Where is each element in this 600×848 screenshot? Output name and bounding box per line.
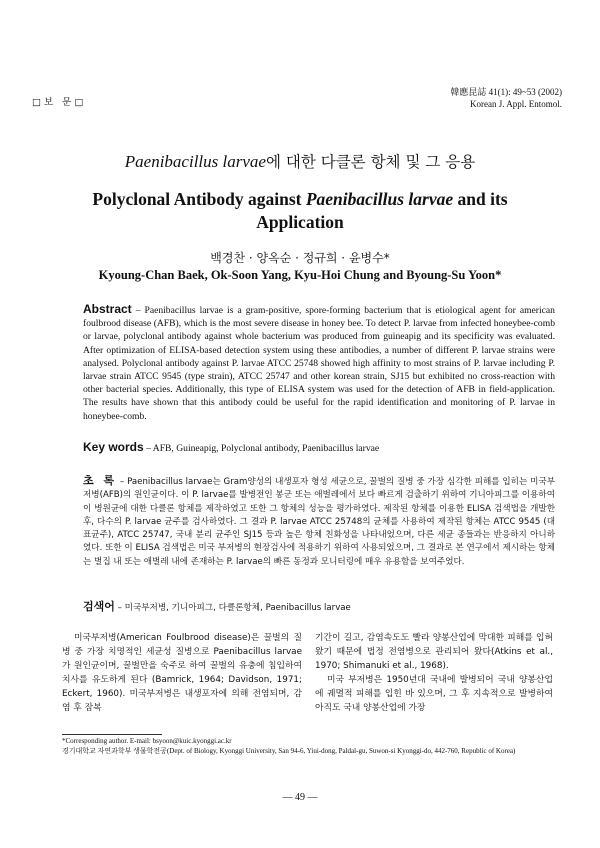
body-column-left [62,631,302,716]
ko-abstract-text: – Paenibacillus larvae는 Gram양성의 내생포자 형성 세균으로, 꿀벌의 질병 중 가장 심각한 피해를 입히는 미국부저병(AFB)의 원인균이다. 이 P. larvae를 발병전인 봉군 또는 애벌레에서 보다 빠르게 검출하기 위하여 기니아피그를 이용하여 이 병원균에 대한 다클론 항체를 제작하였고 또한 그 항체의 성능을 평가하였다. 제작된 항체를 이용한 ELISA 검색법을 개발한 후, 다수의 P. larvae 균주를 검사하였다. 그 결과 P. larvae ATCC 25748의 균체를 사용하여 제작된 항체는 ATCC 9545 (대표균주), ATCC 25747, 국내 분리 균주인 SJ15 등과 높은 항체 친화성을 나타내었으며, 다른 세균 종들과는 반응하지 아니하였다. 또한 이 ELISA 검색법은 미국 부저병의 현장검사에 적용하기 위하여 사용되었으며, 그 결과로 본 연구에서 제시하는 항체는 벌집 내 또는 애벌레 내에 존재하는 P. larvae의 빠른 동정과 모니터링에 매우 유용함을 보여주었다. [83,477,555,567]
authors-english: Kyoung-Chan Baek, Ok-Soon Yang, Kyu-Hoi Chung and Byoung-Su Yoon* [98,268,502,282]
page-number: — 49 — [282,792,318,803]
journal-ko: 韓應昆誌 41(1): 49~53 (2002) [450,87,562,97]
abstract-text: – Paenibacillus larvae is a gram-positive, spore-forming bacterium that is etiological agent for american foulbrood disease (AFB), which is the most severe disease in honey bee. To detect P. larvae from infected honeybee-comb or larvae, polyclonal antibody against whole bacterium was produced from guineapig and its specificity was evaluated. After optimization of ELISA-based detection system using these antibodies, a number of different P. larvae strains were analysed. Polyclonal antibody against P. larvae ATCC 25748 showed high affinity to most strains of P. larvae including P. larvae strain ATCC 9545 (type strain), ATCC 25747 and other korean strain, SJ15 but exhibited no cross-reaction with other bacterial species. Additionally, this type of ELISA system was used for the detection of AFB in field-application. The results have shown that this antibody could be useful for the rapid identification and monitoring of P. larvae in honeybee-comb. [83,305,555,422]
ko-abstract-label: 초 록 [83,474,118,487]
affiliation: 경기대학교 자연과학부 생물학전공(Dept. of Biology, Kyonggi University, San 94-6, Yiui-dong, Paldal-gu, Suwon-si Kyonggi-do, 442-760, Republic of Korea) [62,746,516,755]
korean-abstract [83,474,555,569]
title-ko-rest: 에 대한 다클론 항체 및 그 응용 [265,153,476,171]
title-en-part1: Polyclonal Antibody against [92,189,306,209]
keywords [83,440,555,454]
body-right-paragraph-2: 미국 부저병은 1950년대 국내에 발병되어 국내 양봉산업에 궤멸적 피해를 입힌 바 있으며, 그 후 지속적으로 발병하여 아직도 국내 양봉산업에 가장 [315,675,553,714]
authors-korean: 백경찬 · 양옥순 · 정규희 · 윤병수* [210,251,390,265]
title-en-part2: and its Application [256,189,508,232]
journal-en: Korean J. Appl. Entomol. [470,99,562,109]
title-ko-species: Paenibacillus larvae [124,152,266,171]
ko-keywords-text: – 미국부저병, 기니아피그, 다클론항체, Paenibacillus larvae [117,603,351,613]
title-english [90,188,510,234]
corresponding-author: *Corresponding author. E-mail: bsyoon@kuic.kyonggi.ac.kr [62,737,232,745]
keywords-label: Key words [83,440,144,454]
body-right-paragraph-1: 기간이 길고, 감염속도도 빨라 양봉산업에 막대한 피해를 입혀 왔기 때문에 법정 전염병으로 관리되어 왔다(Atkins et al., 1970; Shimanuki et al., 1968). [315,633,553,672]
title-en-species: Paenibacillus larvae [305,189,454,209]
keywords-text: – AFB, Guineapig, Polyclonal antibody, Paenibacillus larvae [146,443,380,454]
footnote-divider [62,734,162,735]
journal-citation [450,86,562,110]
body-column-right [315,631,553,716]
footnote [62,737,552,756]
abstract [83,303,555,423]
abstract-label: Abstract [83,302,132,316]
section-label: □보 문□ [32,97,87,108]
title-korean [0,150,600,172]
korean-keywords [83,598,555,614]
body-left-paragraph: 미국부저병(American Foulbrood disease)은 꿀벌의 질병 중 가장 치명적인 세균성 질병으로 Paenibacillus larvae가 원인균이며, 꿀벌만을 숙주로 하여 꿀벌의 유충에 침입하여 치사를 유도하게 된다 (Bamrick, 1964; Davidson, 1971; Eckert, 1960). 미국부저병은 내생포자에 의해 전염되며, 감염 후 잠복 [62,633,302,714]
ko-keywords-label: 검색어 [83,600,115,613]
